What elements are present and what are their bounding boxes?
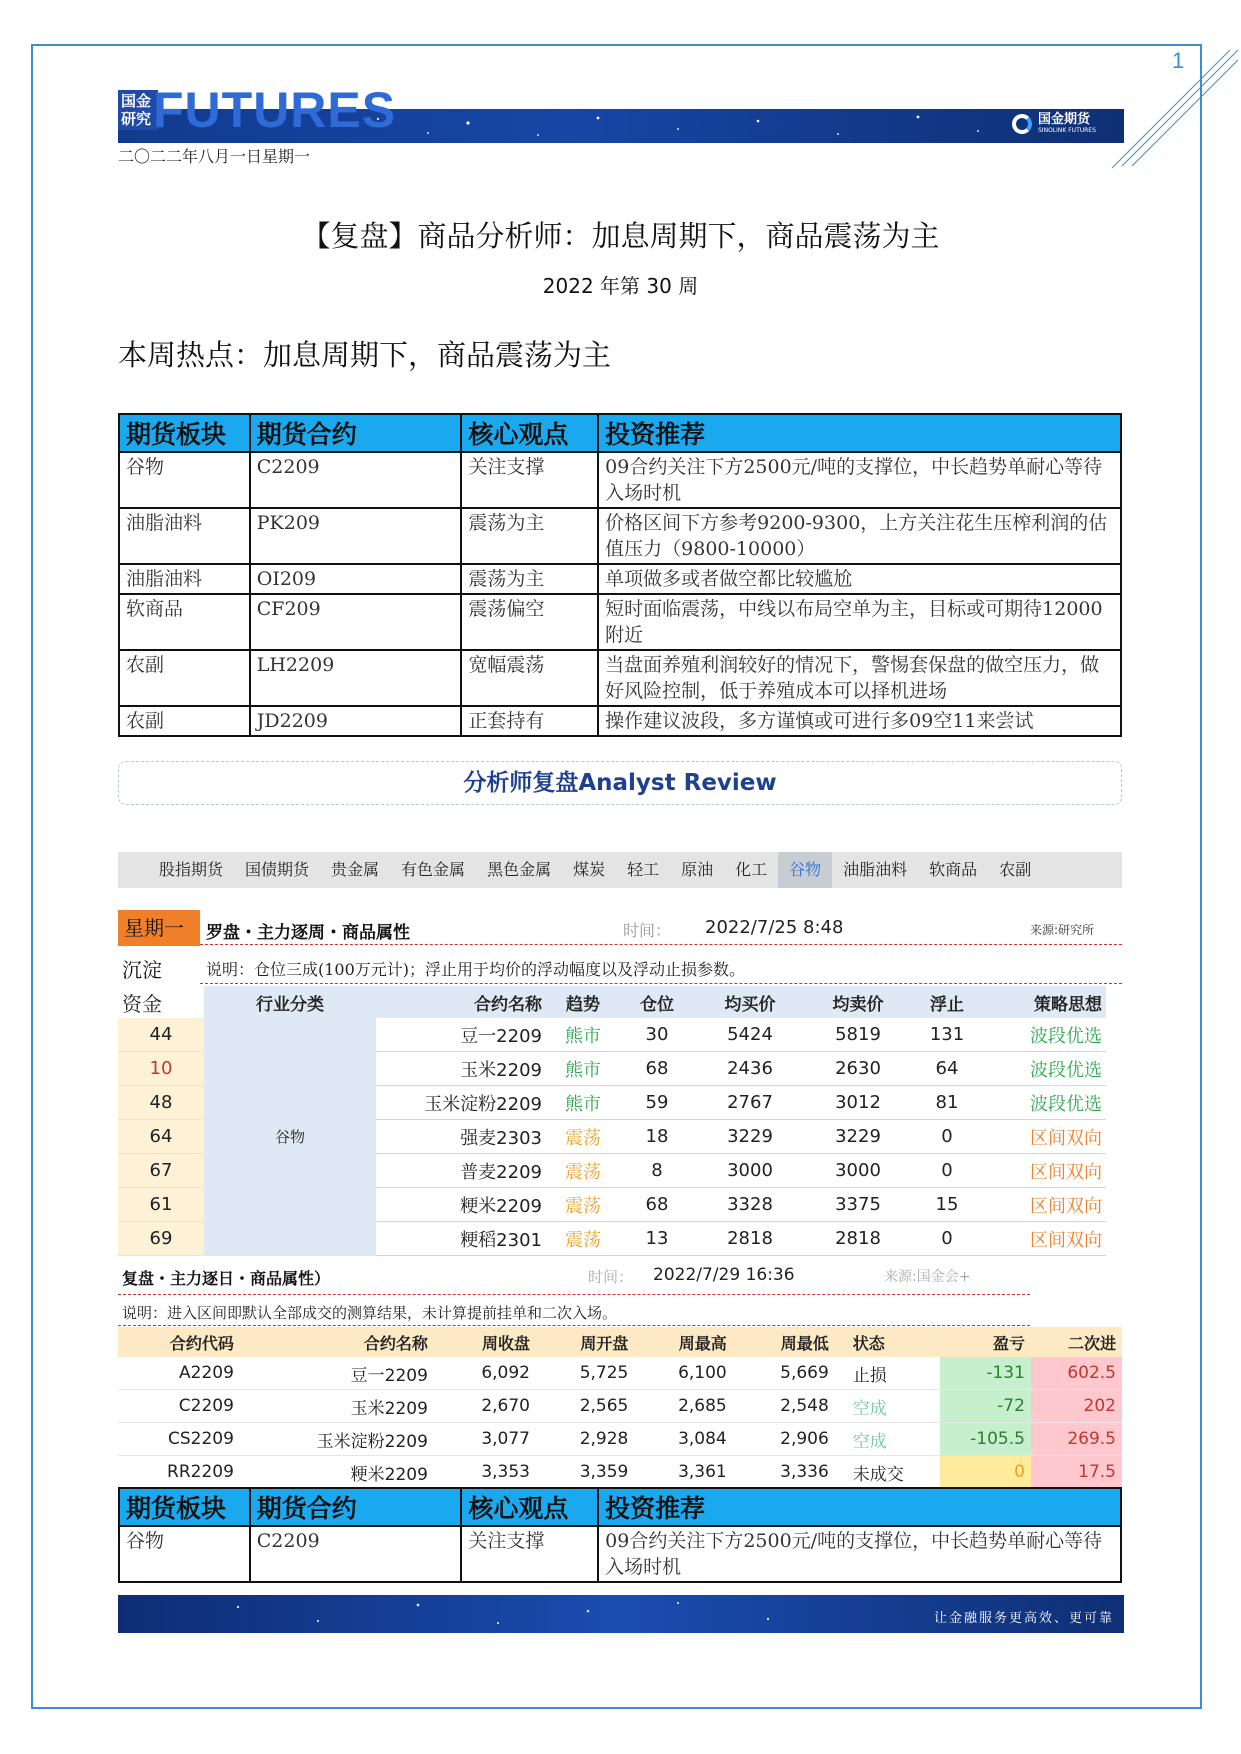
brand-logo-icon [1012, 114, 1032, 134]
tab-treasury[interactable]: 国债期货 [245, 860, 310, 879]
report-date: 二〇二二年八月一日星期一 [118, 147, 311, 166]
tab-grains[interactable]: 谷物 [778, 852, 832, 888]
table-row: 谷物 C2209 关注支撑 09合约关注下方2500元/吨的支撑位，中长趋势单耐心等待入场时机 [119, 1526, 1121, 1582]
table-row: C2209 玉米2209 2,670 2,565 2,685 2,548 空成 -72 202 [118, 1390, 1122, 1423]
tab-agri-products[interactable]: 农副 [999, 860, 1032, 879]
header-view: 核心观点 [461, 414, 598, 452]
tab-softs[interactable]: 软商品 [929, 860, 978, 879]
recommendation-table-2 [118, 1487, 1122, 1583]
time-value: 2022/7/29 16:36 [653, 1265, 795, 1285]
research-logo: 国金 研究 [118, 90, 158, 130]
compass-note: 说明：仓位三成(100万元计)；浮止用于均价的浮动幅度以及浮动止损参数。 [206, 960, 746, 979]
analyst-review-heading: 分析师复盘Analyst Review [118, 761, 1122, 805]
table-row: 软商品 CF209 震荡偏空 短时面临震荡，中线以布局空单为主，目标或可期待12000附近 [119, 594, 1121, 650]
table-row: 谷物 C2209 关注支撑 09合约关注下方2500元/吨的支撑位，中长趋势单耐心等待入场时机 [119, 452, 1121, 508]
industry-cell: 谷物 [204, 1018, 376, 1256]
recommendation-table [118, 413, 1122, 737]
tab-coal[interactable]: 煤炭 [573, 860, 606, 879]
hot-topic: 本周热点：加息周期下，商品震荡为主 [118, 338, 612, 372]
page-number: 1 [1172, 48, 1185, 73]
tab-light-industry[interactable]: 轻工 [627, 860, 660, 879]
table-row: 10 玉米2209 熊市 68 2436 2630 64 波段优选 [118, 1052, 1106, 1086]
table-row: 69 粳稻2301 震荡 13 2818 2818 0 区间双向 [118, 1222, 1106, 1256]
header-recommendation: 投资推荐 [598, 1488, 1121, 1526]
header-sector: 期货板块 [119, 414, 250, 452]
time-value: 2022/7/25 8:48 [705, 917, 844, 938]
table-row: 油脂油料 OI209 震荡为主 单项做多或者做空都比较尴尬 [119, 564, 1121, 594]
left-label-2: 资金 [118, 986, 204, 1018]
table-row: 61 粳米2209 震荡 68 3328 3375 15 区间双向 [118, 1188, 1106, 1222]
table-row: 油脂油料 PK209 震荡为主 价格区间下方参考9200-9300，上方关注花生压榨利润的估值压力（9800-10000） [119, 508, 1121, 564]
futures-logo-text: FUTURES [153, 82, 397, 138]
review-table: 合约代码 合约名称 周收盘 周开盘 周最高 周最低 状态 盈亏 二次进 A2209 豆一2209 6,092 5,725 6,100 5,669 止损 -131 602.5 C2209 玉米2209 2,670 2,565 2,685 2,548 空成 -72 202 CS2209 玉米淀粉2209 3,077 2,928 3,084 2,906 空成 -105.5 269.5 RR2209 粳米2209 3,353 3,359 3,361 3,336 未成交 0 17.5 [118, 1327, 1122, 1489]
tab-oils-oilseeds[interactable]: 油脂油料 [843, 860, 908, 879]
table-row: RR2209 粳米2209 3,353 3,359 3,361 3,336 未成交 0 17.5 [118, 1456, 1122, 1489]
time-label: 时间： [623, 921, 672, 940]
compass-heading: 罗盘・主力逐周・商品属性 [206, 923, 410, 943]
tab-ferrous[interactable]: 黑色金属 [487, 860, 552, 879]
source-label: 来源:研究所 [1030, 923, 1095, 937]
footer-slogan: 让金融服务更高效、更可靠 [933, 1611, 1114, 1626]
report-subtitle: 2022 年第 30 周 [542, 274, 699, 298]
compass-table: 资金 行业分类 合约名称 趋势 仓位 均买价 均卖价 浮止 策略思想 44 谷物 豆一2209 熊市 30 5424 5819 131 波段优选 10 玉米2209 熊市 68 2436 2630 64 波段优选 48 玉米淀粉2209 熊市 59 2767 3012 81 波段优选 64 强麦2303 震荡 18 3229 3229 0 区间双向 67 普麦2209 震荡 8 3000 3000 0 区间双向 61 粳米2209 震荡 68 3328 3375 15 区间双向 69 粳稻2301 震荡 13 2818 2818 0 区间双向 [118, 986, 1106, 1256]
tab-crude-oil[interactable]: 原油 [681, 860, 714, 879]
table-row: 64 强麦2303 震荡 18 3229 3229 0 区间双向 [118, 1120, 1106, 1154]
weekday-badge: 星期一 [118, 910, 200, 946]
review-heading: 复盘・主力逐日・商品属性） [122, 1269, 331, 1288]
table-row: CS2209 玉米淀粉2209 3,077 2,928 3,084 2,906 空成 -105.5 269.5 [118, 1423, 1122, 1456]
header-view: 核心观点 [461, 1488, 598, 1526]
report-title: 【复盘】商品分析师：加息周期下，商品震荡为主 [301, 219, 940, 253]
sinolink-brand: 国金期货 SINOLINK FUTURES [1012, 113, 1096, 135]
time-label: 时间： [588, 1268, 634, 1286]
header-recommendation: 投资推荐 [598, 414, 1121, 452]
table-row: 67 普麦2209 震荡 8 3000 3000 0 区间双向 [118, 1154, 1106, 1188]
tab-chemicals[interactable]: 化工 [735, 860, 768, 879]
header-contract: 期货合约 [250, 1488, 462, 1526]
table-row: 48 玉米淀粉2209 熊市 59 2767 3012 81 波段优选 [118, 1086, 1106, 1120]
table-row: A2209 豆一2209 6,092 5,725 6,100 5,669 止损 -131 602.5 [118, 1357, 1122, 1390]
footer-band [118, 1595, 1124, 1633]
tab-nonferrous[interactable]: 有色金属 [401, 860, 466, 879]
header-sector: 期货板块 [119, 1488, 250, 1526]
left-label-1: 沉淀 [122, 958, 162, 982]
table-row: 农副 JD2209 正套持有 操作建议波段，多方谨慎或可进行多09空11来尝试 [119, 706, 1121, 736]
table-row: 农副 LH2209 宽幅震荡 当盘面养殖利润较好的情况下，警惕套保盘的做空压力，做好风险控制，低于养殖成本可以择机进场 [119, 650, 1121, 706]
review-note: 说明：进入区间即默认全部成交的测算结果，未计算提前挂单和二次入场。 [122, 1304, 618, 1322]
source-label: 来源:国金会+ [884, 1269, 971, 1285]
corner-decoration [1110, 40, 1240, 170]
table-row: 44 谷物 豆一2209 熊市 30 5424 5819 131 波段优选 [118, 1018, 1106, 1052]
sector-tab-bar [118, 852, 1122, 888]
header-contract: 期货合约 [250, 414, 462, 452]
tab-stock-index[interactable]: 股指期货 [159, 860, 224, 879]
tab-precious-metals[interactable]: 贵金属 [331, 860, 380, 879]
